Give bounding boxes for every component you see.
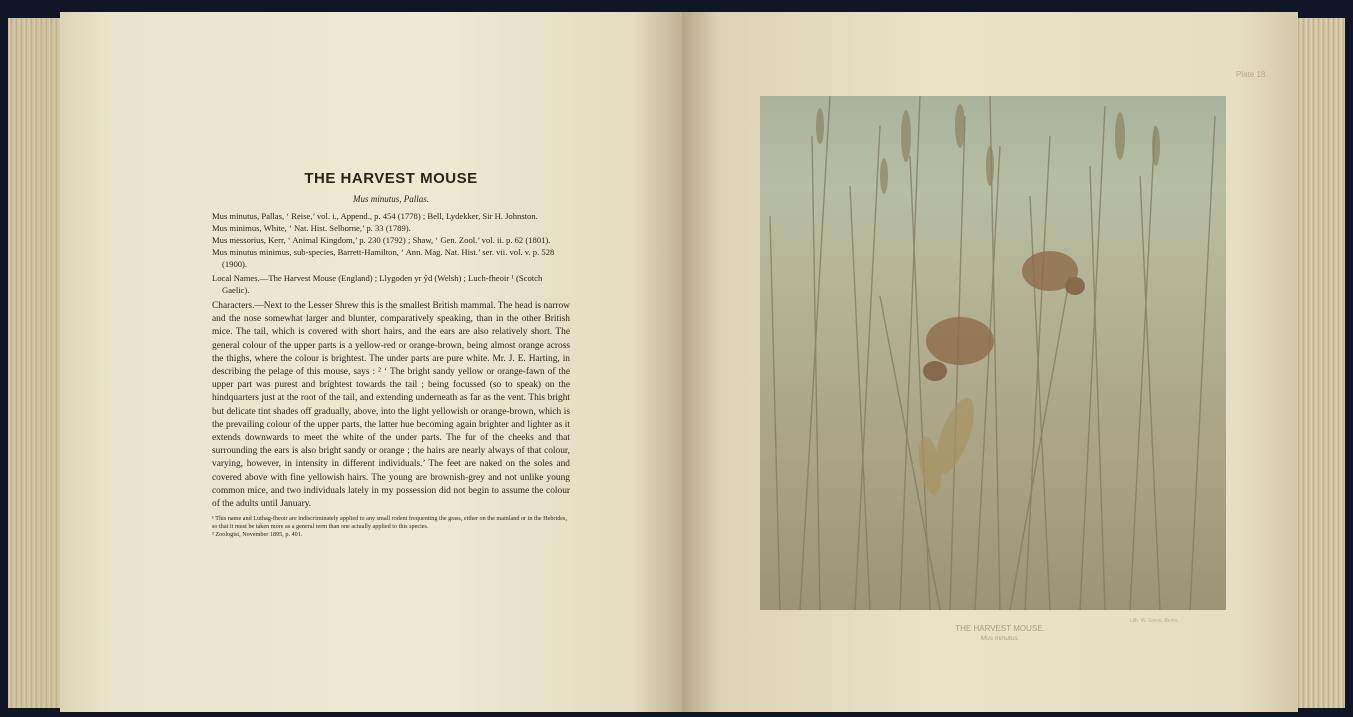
grass-and-mice-illustration [760, 96, 1226, 610]
footnote: ² Zoologist, November 1895, p. 401. [212, 531, 303, 539]
plate-number: Plate 18. [1236, 70, 1268, 79]
synonym-entry: Mus minutus minimus, sub-species, Barrett-Hamilton, ‘ Ann. Mag. Nat. Hist.’ ser. vii. vol. v. p. 528 (1900). [212, 247, 555, 269]
synonym-entry: Mus minimus, White, ‘ Nat. Hist. Selborne,’ p. 33 (1789). [212, 223, 411, 233]
text-block [212, 172, 570, 539]
caption-title: THE HARVEST MOUSE. [955, 624, 1045, 633]
caption-latin-name: Mus minutus. [980, 635, 1020, 642]
plate-caption [930, 624, 1070, 644]
footnotes [212, 515, 570, 539]
local-names: Local Names.—The Harvest Mouse (England) ; Llygoden yr ŷd (Welsh) ; Luch-fheoir ¹ (Scotch Gaelic). [212, 273, 543, 295]
right-page-edges [1290, 18, 1345, 708]
harvest-mouse-plate-illustration [760, 96, 1226, 610]
footnote: ¹ This name and Luthag-fheoir are indiscriminately applied to any small rodent frequenting the grass, either on the mainland or in the Hebrides, so that it must be taken more as a general term than one actually applied to this species. [212, 515, 568, 531]
characters-paragraph: Characters.—Next to the Lesser Shrew this is the smallest British mammal. The head is narrow and the nose somewhat larger and blunter, comparatively speaking, than in the other British mice. The tail, which is covered with short hairs, and the ears are also relatively short. The general colour of the upper parts is a yellow-red or orange-brown, being almost orange across the thighs, where the colour is brightest. The under parts are pure white. Mr. J. E. Harting, in describing the pelage of this mouse, says : ² ‘ The bright sandy yellow or orange-fawn of the upper part was purest and brightest towards the tail ; being focussed (so to speak) on the hindquarters just at the root of the tail, and extending underneath as far as the vent. This bright but delicate tint shades off gradually, above, into the light yellowish or orange-brown, which is the prevailing colour of the upper parts, the latter hue becoming again brighter and lighter as it extends downwards to meet the white of the under parts. The fur of the cheeks and that surrounding the ears is also bright sandy or orange ; the hairs are nearly always of that colour, varying, however, in intensity in different individuals.’ The feet are naked on the soles and covered above with fine yellowish hairs. The young are brownish-grey and not unlike young common mice, and two individuals lately in my possession did not begin to assume the colour of the adults until January. [212, 301, 570, 510]
lithographer-credit: Lith. W. Greve, Berlin. [1130, 618, 1179, 624]
synonyms-list [212, 210, 570, 270]
species-subtitle: Mus minutus, Pallas. [352, 194, 429, 204]
synonym-entry: Mus minutus, Pallas, ‘ Reise,’ vol. i., Append., p. 454 (1778) ; Bell, Lydekker, Sir H. Johnston. [212, 211, 538, 221]
page-title: THE HARVEST MOUSE [304, 170, 478, 187]
synonym-entry: Mus messorius, Kerr, ‘ Animal Kingdom,’ p. 230 (1792) ; Shaw, ‘ Gen. Zool.’ vol. ii. p. 62 (1801). [212, 235, 551, 245]
